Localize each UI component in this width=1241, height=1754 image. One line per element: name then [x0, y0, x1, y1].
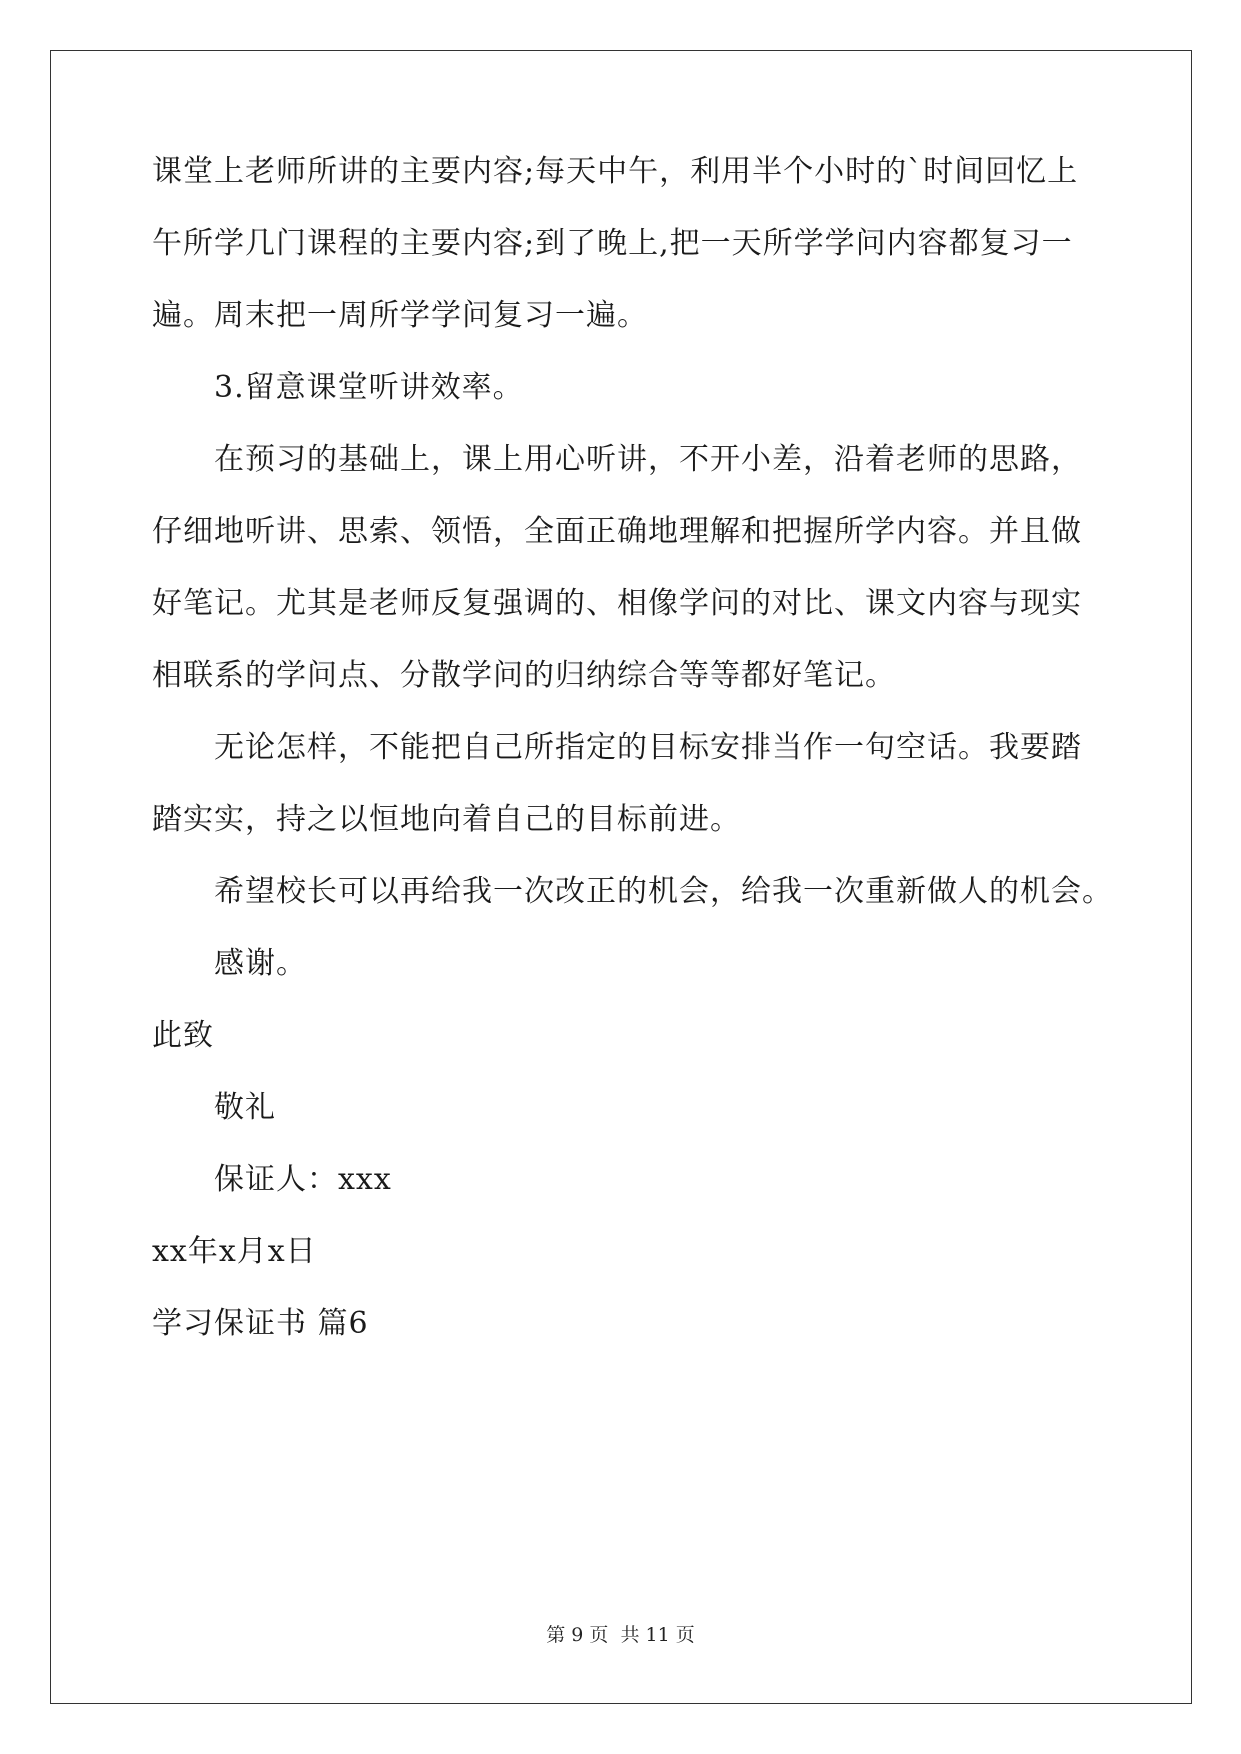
paragraph-line: 午所学几门课程的主要内容;到了晚上,把一天所学学问内容都复习一 — [152, 226, 1073, 261]
section-heading: 3.留意课堂听讲效率。 — [214, 370, 524, 405]
date-line: xx年x月x日 — [152, 1234, 317, 1269]
thanks-text: 感谢。 — [214, 946, 307, 981]
paragraph-line: 希望校长可以再给我一次改正的机会，给我一次重新做人的机会。 — [214, 874, 1113, 909]
paragraph-line: 无论怎样，不能把自己所指定的目标安排当作一句空话。我要踏 — [214, 730, 1082, 765]
paragraph-line: 仔细地听讲、思索、领悟，全面正确地理解和把握所学内容。并且做 — [152, 514, 1082, 549]
guarantor-line: 保证人：xxx — [214, 1162, 392, 1197]
page-number-footer: 第 9 页 共 11 页 — [546, 1624, 695, 1646]
next-section-title: 学习保证书 篇6 — [152, 1306, 369, 1341]
salute-text: 敬礼 — [214, 1090, 276, 1125]
paragraph-line: 好笔记。尤其是老师反复强调的、相像学问的对比、课文内容与现实 — [152, 586, 1082, 621]
paragraph-line: 相联系的学问点、分散学问的归纳综合等等都好笔记。 — [152, 658, 896, 693]
paragraph-line: 踏实实，持之以恒地向着自己的目标前进。 — [152, 802, 741, 837]
paragraph-line: 在预习的基础上，课上用心听讲，不开小差，沿着老师的思路， — [214, 442, 1082, 477]
paragraph-line: 课堂上老师所讲的主要内容;每天中午，利用半个小时的`时间回忆上 — [152, 154, 1079, 189]
closing-text: 此致 — [152, 1018, 214, 1053]
paragraph-line: 遍。周末把一周所学学问复习一遍。 — [152, 298, 648, 333]
